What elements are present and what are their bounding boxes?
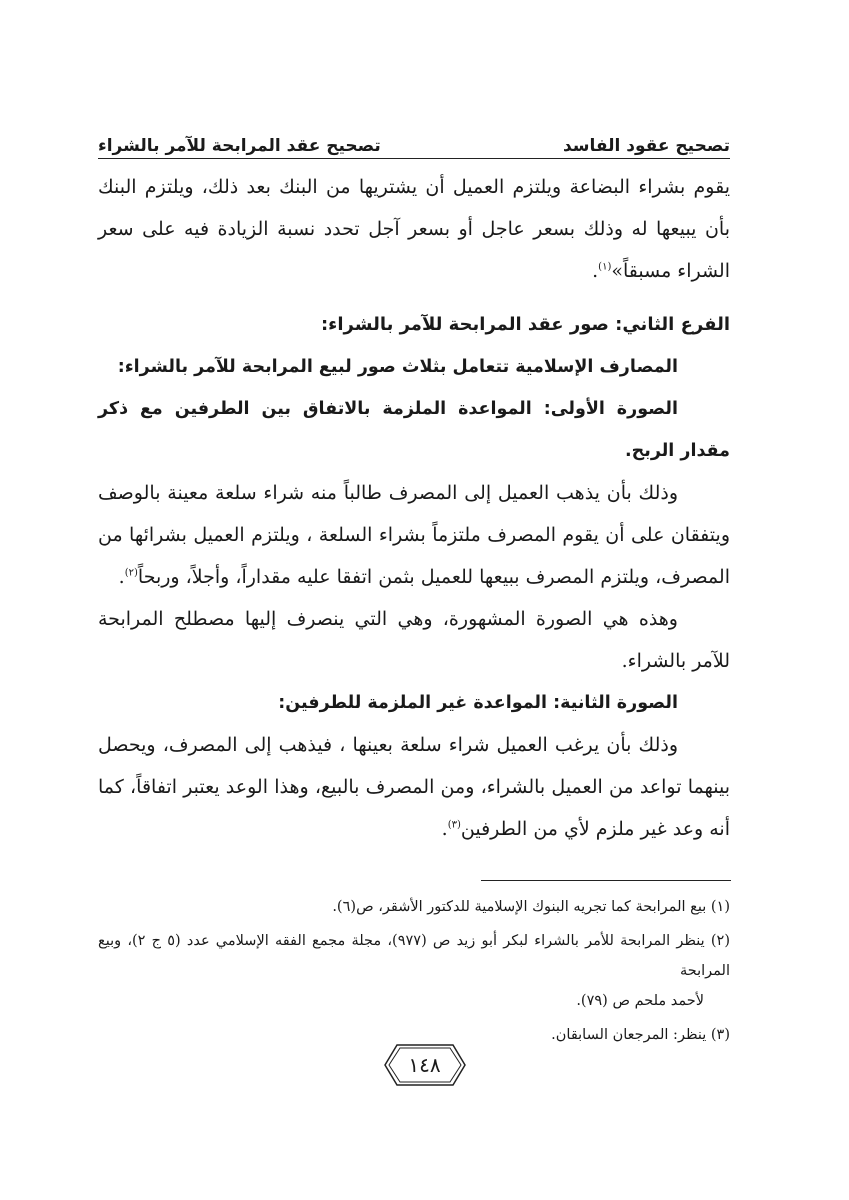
paragraph-3: وهذه هي الصورة المشهورة، وهي التي ينصرف إليها مصطلح المرابحة للآمر بالشراء. <box>98 608 730 672</box>
footnote-2 <box>98 926 730 1016</box>
header-chapter-title: تصحيح عقد المرابحة للآمر بالشراء <box>98 136 381 156</box>
footnote-ref-1[interactable]: (١) <box>598 261 612 273</box>
footnote-ref-2[interactable]: (٢) <box>124 567 138 579</box>
form-1-title: الصورة الأولى: المواعدة الملزمة بالاتفاق بين الطرفين مع ذكر مقدار الربح. <box>98 399 730 461</box>
footnote-divider <box>481 880 731 881</box>
paragraph-1-text: يقوم بشراء البضاعة ويلتزم العميل أن يشتريها من البنك بعد ذلك، ويلتزم البنك بأن يبيعها له وذلك بسعر عاجل أو بسعر آجل تحدد نسبة الزيادة فيه على سعر الشراء مسبقاً» <box>98 176 730 282</box>
paragraph-2 <box>98 472 730 598</box>
paragraph-2-text: وذلك بأن يذهب العميل إلى المصرف طالباً منه شراء سلعة معينة بالوصف ويتفقان على أن يقوم المصرف ملتزماً بشراء السلعة ، ويلتزم العميل بشرائها من المصرف، ويلتزم المصرف ببيعها للعميل بثمن اتفقا عليه مقداراً، وأجلاً، وربحاً <box>98 482 730 588</box>
subsection-intro: المصارف الإسلامية تتعامل بثلاث صور لبيع المرابحة للآمر بالشراء: <box>117 357 678 377</box>
paragraph-2-end: . <box>118 566 125 588</box>
footnotes <box>98 892 730 1054</box>
footnote-ref-3[interactable]: (٣) <box>447 819 461 831</box>
page-number-badge <box>383 1043 467 1087</box>
running-header <box>98 126 730 156</box>
page-number: ١٤٨ <box>408 1053 441 1077</box>
paragraph-4-text: وذلك بأن يرغب العميل شراء سلعة بعينها ، فيذهب إلى المصرف، ويحصل بينهما تواعد من العميل بالشراء، ومن المصرف بالبيع، وهذا الوعد يعتبر اتفاقاً، كما أنه وعد غير ملزم لأي من الطرفين <box>98 734 730 840</box>
section-heading: الفرع الثاني: صور عقد المرابحة للآمر بالشراء: <box>320 314 730 335</box>
header-book-title: تصحيح عقود الفاسد <box>562 136 730 156</box>
footnote-1: (١) بيع المرابحة كما تجريه البنوك الإسلامية للدكتور الأشقر، ص(٦). <box>332 899 730 915</box>
paragraph-4 <box>98 724 730 850</box>
header-divider <box>98 158 730 159</box>
footnote-3: (٣) ينظر: المرجعان السابقان. <box>551 1027 730 1043</box>
footnote-2-continuation: لأحمد ملحم ص (٧٩). <box>576 993 704 1009</box>
paragraph-4-end: . <box>441 818 448 840</box>
form-2-title: الصورة الثانية: المواعدة غير الملزمة للطرفين: <box>278 693 678 713</box>
main-text <box>98 166 730 850</box>
page-number-container <box>0 1043 849 1087</box>
footnote-2-text: (٢) ينظر المرابحة للأمر بالشراء لبكر أبو زيد ص (٩٧٧)، مجلة مجمع الفقه الإسلامي عدد (٥ ج ٢)، وبيع المرابحة <box>98 933 731 979</box>
paragraph-continuation: يقوم بشراء البضاعة ويلتزم العميل أن يشتريها من البنك بعد ذلك، ويلتزم البنك بأن يبيعها له وذلك بسعر عاجل أو بسعر آجل تحدد نسبة الزيادة فيه على سعر الشراء مسبقاً»$^{(١)}$. <box>98 176 730 282</box>
